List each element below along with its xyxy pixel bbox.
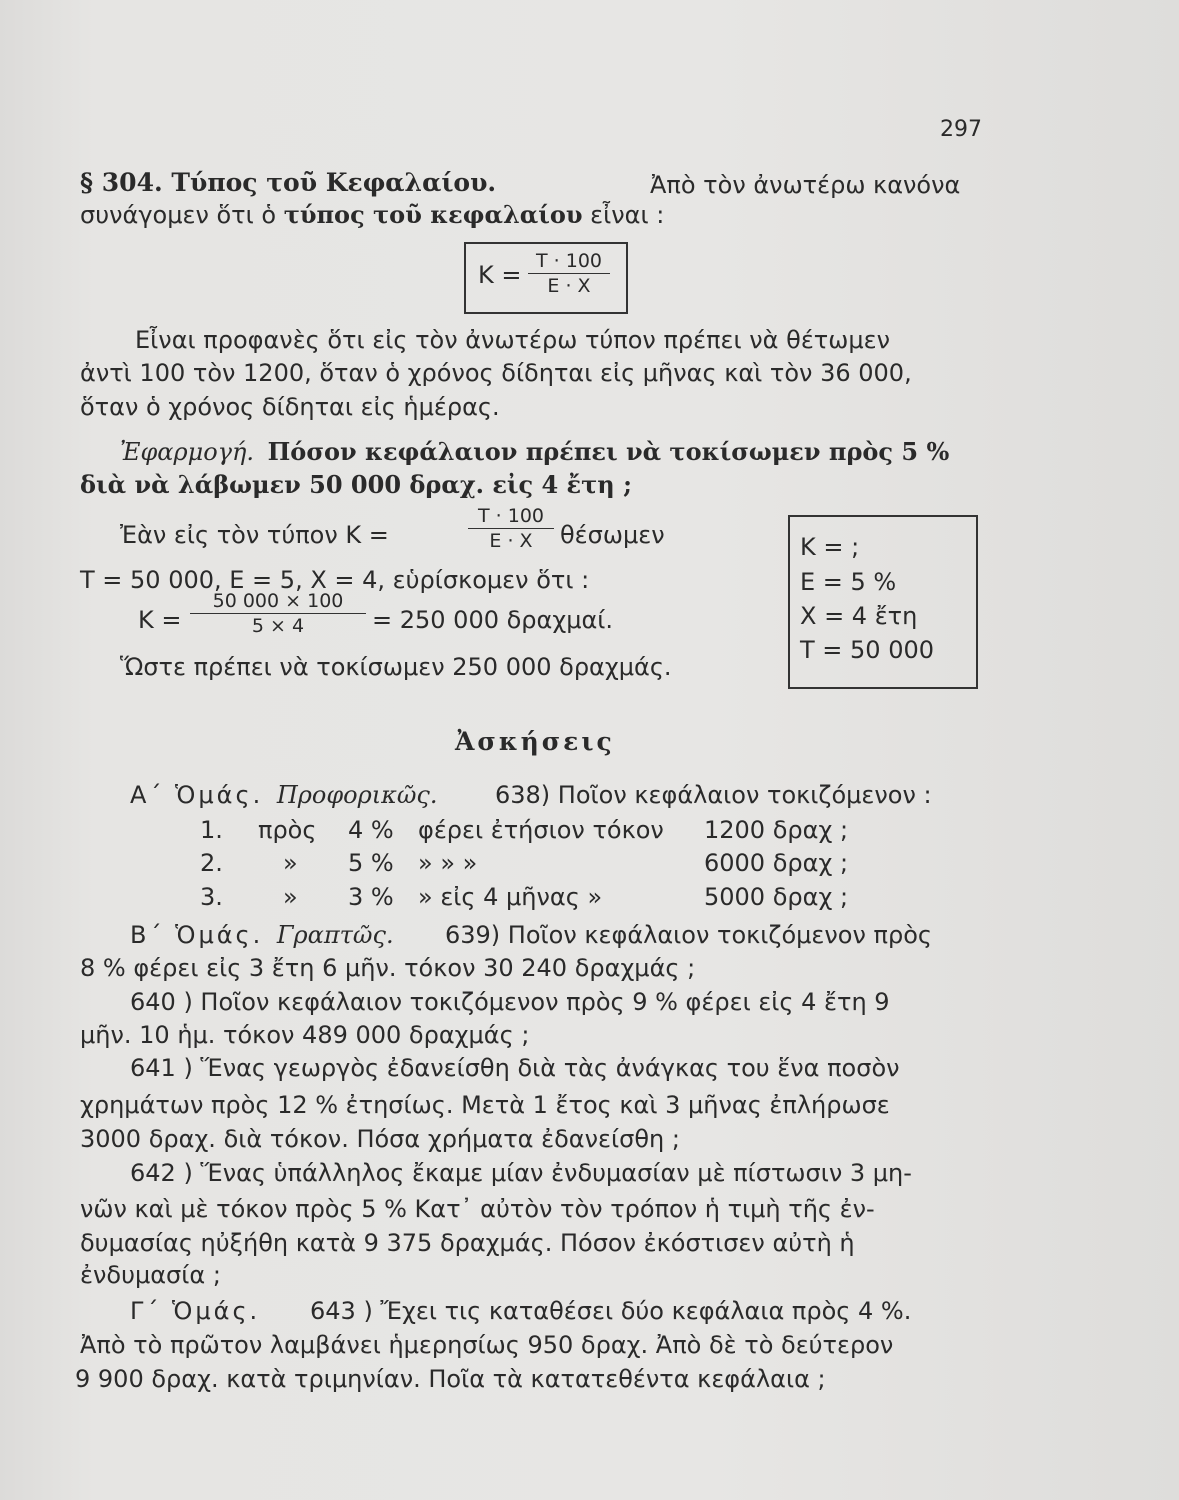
exercises-title: Ἀσκήσεις (455, 727, 615, 756)
exercise-640-line-1: 640 ) Ποῖον κεφάλαιον τοκιζόμενον πρὸς 9 % φέρει εἰς 4 ἔτη 9 (130, 988, 890, 1016)
row-3-number: 3. (200, 883, 223, 911)
application-line-1 (120, 437, 949, 467)
intro-text-a: συνάγομεν ὅτι ὁ (80, 201, 284, 229)
application-step-3a: K = (138, 606, 182, 634)
row-3-prep: » (283, 883, 298, 911)
application-fraction-2-numerator: 50 000 × 100 (212, 590, 344, 612)
exercise-643-line-1: 643 ) Ἔχει τις καταθέσει δύο κεφάλαια πρὸς 4 %. (310, 1297, 912, 1325)
application-fraction-1-denominator: E · X (489, 530, 533, 552)
row-1-rate: 4 % (348, 816, 394, 844)
exercise-642-line-1: 642 ) Ἕνας ὑπάλληλος ἔκαμε μίαν ἐνδυμασίαν μὲ πίστωσιν 3 μη- (130, 1159, 912, 1187)
section-intro-2 (80, 200, 664, 230)
formula-numerator: T · 100 (536, 250, 602, 272)
given-value-e: E = 5 % (800, 568, 897, 596)
exercise-643-line-3: 9 900 δραχ. κατὰ τριμηνίαν. Ποῖα τὰ κατατεθέντα κεφάλαια ; (75, 1365, 826, 1393)
group-a-line (130, 780, 438, 810)
fraction-bar (528, 273, 610, 274)
row-2-desc: » » » (418, 849, 478, 877)
exercise-640-line-2: μῆν. 10 ἡμ. τόκον 489 000 δραχμάς ; (80, 1021, 530, 1049)
exercise-641-line-3: 3000 δραχ. διὰ τόκον. Πόσα χρήματα ἐδανείσθη ; (80, 1125, 680, 1153)
application-label: Ἐφαρμογή. (120, 438, 254, 466)
application-question-1: Πόσον κεφάλαιον πρέπει νὰ τοκίσωμεν πρὸς 5 % (267, 437, 950, 466)
application-fraction-1 (468, 505, 554, 552)
exercise-642-line-3: δυμασίας ηὐξήθη κατὰ 9 375 δραχμάς. Πόσον ἐκόστισεν αὐτὴ ἡ (80, 1229, 855, 1257)
section-heading: § 304. Τύπος τοῦ Κεφαλαίου. (80, 168, 497, 197)
exercise-638: 638) Ποῖον κεφάλαιον τοκιζόμενον : (495, 781, 932, 809)
intro-text-c: εἶναι : (582, 201, 665, 229)
exercise-639-line-2: 8 % φέρει εἰς 3 ἔτη 6 μῆν. τόκον 30 240 δραχμάς ; (80, 954, 696, 982)
group-a-type: Προφορικῶς. (276, 781, 438, 809)
row-1-desc: φέρει ἐτήσιον τόκον (418, 816, 664, 844)
row-1-prep: πρὸς (258, 816, 317, 844)
row-3-rate: 3 % (348, 883, 394, 911)
application-step-1b: θέσωμεν (560, 521, 665, 549)
given-value-t: T = 50 000 (800, 636, 935, 664)
row-2-rate: 5 % (348, 849, 394, 877)
exercise-641-line-2: χρημάτων πρὸς 12 % ἐτησίως. Μετὰ 1 ἔτος καὶ 3 μῆνας ἐπλήρωσε (80, 1091, 890, 1119)
exercise-641-line-1: 641 ) Ἕνας γεωργὸς ἐδανείσθη διὰ τὰς ἀνάγκας του ἕνα ποσὸν (130, 1054, 900, 1082)
formula-denominator: E · X (547, 275, 591, 297)
application-fraction-2 (190, 590, 366, 637)
application-step-3b: = 250 000 δραχμαί. (372, 606, 614, 634)
formula-lhs: K = (478, 261, 522, 289)
paragraph-line-1: Εἶναι προφανὲς ὅτι εἰς τὸν ἀνωτέρω τύπον πρέπει νὰ θέτωμεν (135, 326, 890, 354)
group-b-label: Β΄ Ὁμάς. (130, 921, 264, 949)
application-question-2: διὰ νὰ λάβωμεν 50 000 δραχ. εἰς 4 ἔτη ; (80, 470, 632, 499)
exercise-642-line-2: νῶν καὶ μὲ τόκον πρὸς 5 % Κατ᾽ αὐτὸν τὸν τρόπον ἡ τιμὴ τῆς ἐν- (80, 1195, 875, 1223)
paragraph-line-3: ὅταν ὁ χρόνος δίδηται εἰς ἡμέρας. (80, 393, 500, 421)
given-value-x: X = 4 ἔτη (800, 602, 918, 630)
group-a-label: Α΄ Ὁμάς. (130, 781, 264, 809)
row-1-amount: 1200 δραχ ; (704, 816, 849, 844)
row-2-prep: » (283, 849, 298, 877)
paragraph-line-2: ἀντὶ 100 τὸν 1200, ὅταν ὁ χρόνος δίδηται εἰς μῆνας καὶ τὸν 36 000, (80, 359, 912, 387)
section-intro-1: Ἀπὸ τὸν ἀνωτέρω κανόνα (650, 171, 961, 199)
application-step-2: T = 50 000, E = 5, X = 4, εὑρίσκομεν ὅτι : (80, 566, 590, 594)
row-1-number: 1. (200, 816, 223, 844)
page-number: 297 (940, 117, 982, 142)
group-b-line (130, 920, 394, 950)
row-3-desc: » εἰς 4 μῆνας » (418, 883, 603, 911)
exercise-642-line-4: ἐνδυμασία ; (80, 1261, 221, 1289)
application-conclusion: Ὥστε πρέπει νὰ τοκίσωμεν 250 000 δραχμάς. (120, 653, 672, 681)
group-b-type: Γραπτῶς. (276, 921, 394, 949)
given-value-k: K = ; (800, 533, 860, 561)
intro-text-bold: τύπος τοῦ κεφαλαίου (283, 200, 583, 229)
group-c-label: Γ΄ Ὁμάς. (130, 1297, 261, 1325)
fraction-bar (190, 613, 366, 614)
row-2-number: 2. (200, 849, 223, 877)
fraction-bar (468, 528, 554, 529)
exercise-643-line-2: Ἀπὸ τὸ πρῶτον λαμβάνει ἡμερησίως 950 δραχ. Ἀπὸ δὲ τὸ δεύτερον (80, 1331, 894, 1359)
row-3-amount: 5000 δραχ ; (704, 883, 849, 911)
row-2-amount: 6000 δραχ ; (704, 849, 849, 877)
formula-fraction (528, 250, 610, 297)
application-step-1a: Ἐὰν εἰς τὸν τύπον K = (120, 521, 389, 549)
exercise-639-line-1: 639) Ποῖον κεφάλαιον τοκιζόμενον πρὸς (445, 921, 932, 949)
application-fraction-2-denominator: 5 × 4 (251, 615, 305, 637)
application-fraction-1-numerator: T · 100 (478, 505, 544, 527)
